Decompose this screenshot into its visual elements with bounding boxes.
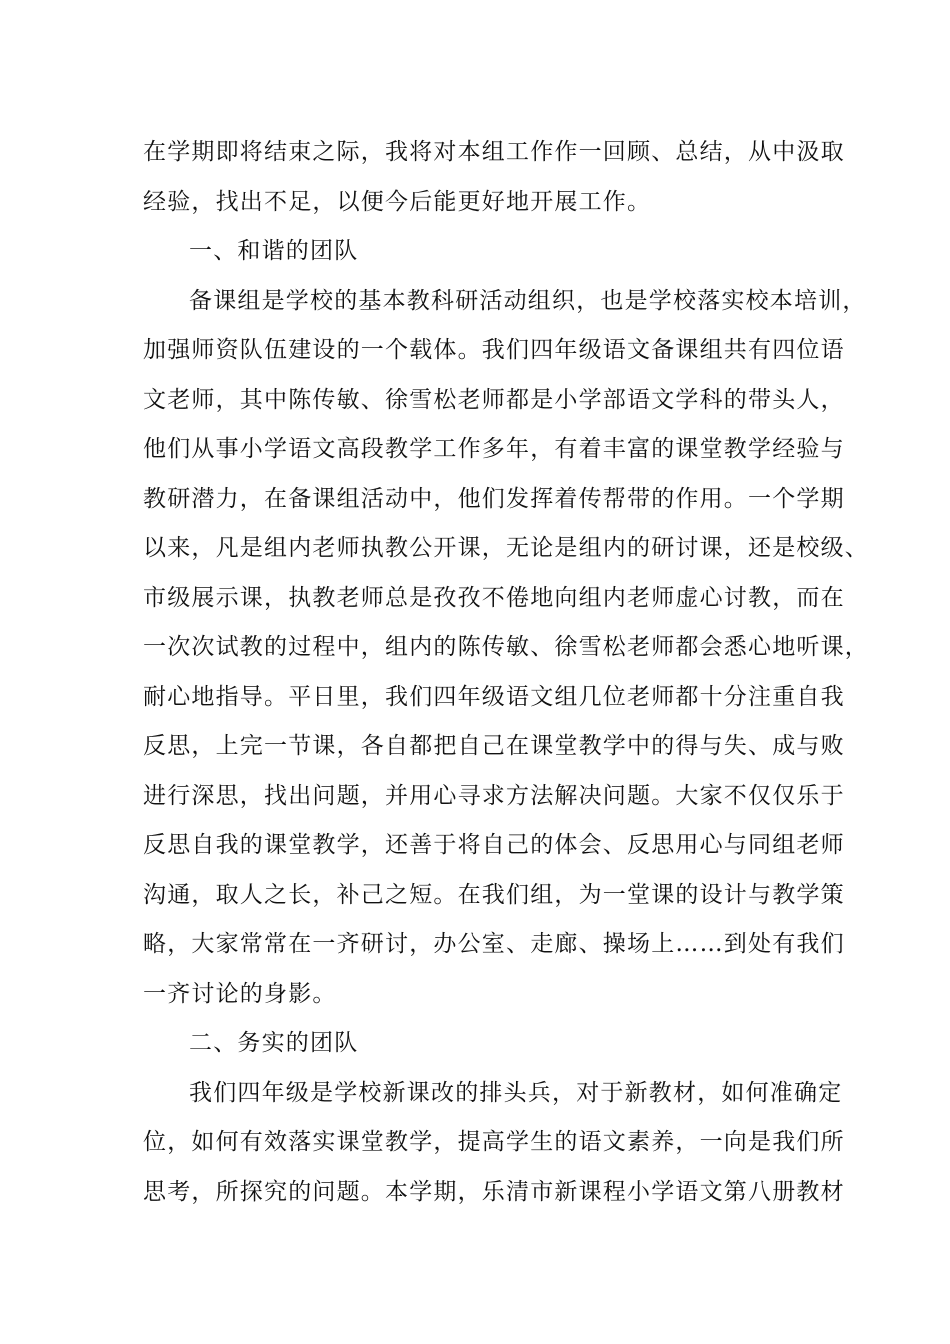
text-line: 在学期即将结束之际，我将对本组工作作一回顾、总结，从中汲取 xyxy=(143,139,845,165)
text-line: 以来，凡是组内老师执教公开课，无论是组内的研讨课，还是校级、 xyxy=(143,535,869,561)
text-line: 加强师资队伍建设的一个载体。我们四年级语文备课组共有四位语 xyxy=(143,337,845,363)
text-line: 一齐讨论的身影。 xyxy=(143,980,337,1007)
text-line: 教研潜力，在备课组活动中，他们发挥着传帮带的作用。一个学期 xyxy=(143,485,845,512)
text-line: 文老师，其中陈传敏、徐雪松老师都是小学部语文学科的带头人， xyxy=(143,386,845,413)
text-line: 一次次试教的过程中，组内的陈传敏、徐雪松老师都会悉心地听课， xyxy=(143,634,869,660)
text-line: 思考，所探究的问题。本学期，乐清市新课程小学语文第八册教材 xyxy=(143,1178,845,1205)
text-line: 二、务实的团队 xyxy=(189,1030,359,1056)
text-line: 他们从事小学语文高段教学工作多年，有着丰富的课堂教学经验与 xyxy=(143,436,845,462)
text-line: 一、和谐的团队 xyxy=(189,238,359,264)
text-line: 我们四年级是学校新课改的排头兵，对于新教材，如何准确定 xyxy=(189,1079,843,1106)
text-line: 反思自我的课堂教学，还善于将自己的体会、反思用心与同组老师 xyxy=(143,832,845,858)
document-body xyxy=(143,128,869,1217)
text-line: 进行深思，找出问题，并用心寻求方法解决问题。大家不仅仅乐于 xyxy=(143,782,845,809)
text-line: 市级展示课，执教老师总是孜孜不倦地向组内老师虚心讨教，而在 xyxy=(143,584,845,611)
text-line: 耐心地指导。平日里，我们四年级语文组几位老师都十分注重自我 xyxy=(143,683,845,710)
text-line: 位，如何有效落实课堂教学，提高学生的语文素养，一向是我们所 xyxy=(143,1129,845,1155)
text-line: 沟通，取人之长，补己之短。在我们组，为一堂课的设计与教学策 xyxy=(143,881,845,908)
text-line: 反思，上完一节课，各自都把自己在课堂教学中的得与失、成与败 xyxy=(143,733,845,759)
text-line: 略，大家常常在一齐研讨，办公室、走廊、操场上……到处有我们 xyxy=(143,931,845,957)
text-line: 经验，找出不足，以便今后能更好地开展工作。 xyxy=(143,188,652,215)
text-line: 备课组是学校的基本教科研活动组织，也是学校落实校本培训， xyxy=(189,287,867,314)
